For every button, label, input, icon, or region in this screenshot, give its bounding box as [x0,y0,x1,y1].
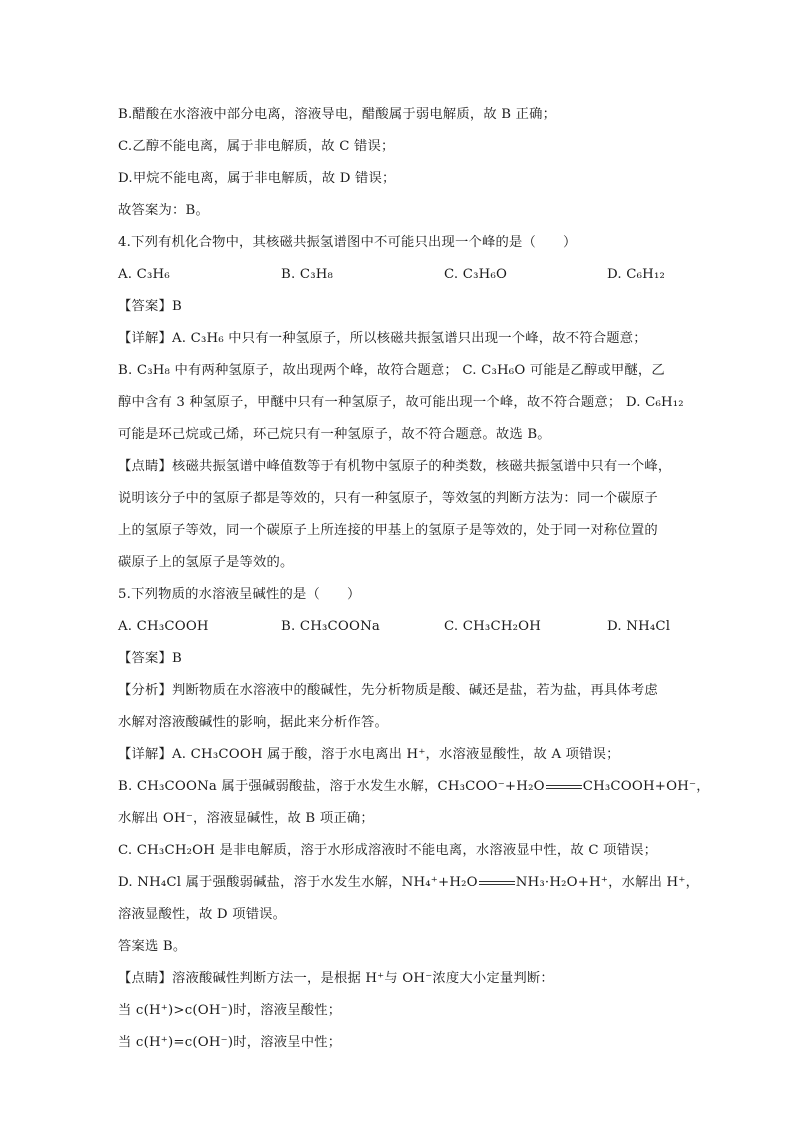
explanation-line [118,867,700,899]
answer-choice: 答案选 B。 [118,939,187,954]
tip-line: 上的氢原子等效，同一个碳原子上所连接的甲基上的氢原子是等效的，处于同一对称位置的 [118,523,658,538]
equilibrium-arrow-icon [479,879,515,887]
equation-right: CH₃COOH+OH⁻， [582,779,710,794]
text-line: B.醋酸在水溶液中部分电离，溶液导电，醋酸属于弱电解质，故 B 正确； [118,107,557,122]
explanation-line: 醇中含有 3 种氢原子，甲醚中只有一种氢原子，故可能出现一个峰，故不符合题意； D. C₆H₁₂ [118,395,684,410]
equilibrium-arrow-icon [546,783,582,791]
question-5: 5.下列物质的水溶液呈碱性的是（ ） [118,587,361,602]
text-line: 故答案为：B。 [118,203,209,218]
option-a: A. C₃H₆ [118,267,170,282]
tip-line: 碳原子上的氢原子是等效的。 [118,555,294,570]
option-c: C. C₃H₆O [444,267,508,282]
explanation-line: 【详解】A. C₃H₆ 中只有一种氢原子，所以核磁共振氢谱只出现一个峰，故不符合题意； [118,331,647,346]
tip-line: 【点睛】核磁共振氢谱中峰值数等于有机物中氢原子的种类数，核磁共振氢谱中只有一个峰， [118,459,672,474]
text-line: C.乙醇不能电离，属于非电解质，故 C 错误； [118,139,395,154]
option-a: A. CH₃COOH [118,619,209,634]
explanation-line: 水解出 OH⁻，溶液显碱性，故 B 项正确； [118,811,374,826]
text-line: D.甲烷不能电离，属于非电解质，故 D 错误； [118,171,396,186]
tip-line: 说明该分子中的氢原子都是等效的，只有一种氢原子，等效氢的判断方法为：同一个碳原子 [118,491,658,506]
question-4: 4.下列有机化合物中，其核磁共振氢谱图中不可能只出现一个峰的是（ ） [118,235,577,250]
explanation-line [118,771,710,803]
explanation-line: 可能是环己烷或己烯，环己烷只有一种氢原子，故不符合题意。故选 B。 [118,427,551,442]
option-b: B. CH₃COONa [281,619,381,634]
explanation-line: C. CH₃CH₂OH 是非电解质，溶于水形成溶液时不能电离，水溶液显中性，故 C 项错误； [118,843,658,858]
option-b: B. C₃H₈ [281,267,334,282]
analysis-line: 水解对溶液酸碱性的影响，据此来分析作答。 [118,715,388,730]
answer: 【答案】B [118,651,182,666]
tip-line: 【点睛】溶液酸碱性判断方法一，是根据 H⁺与 OH⁻浓度大小定量判断： [118,971,554,986]
analysis-line: 【分析】判断物质在水溶液中的酸碱性，先分析物质是酸、碱还是盐，若为盐，再具体考虑 [118,683,658,698]
q4-options [118,259,678,291]
equation-left: D. NH₄Cl 属于强酸弱碱盐，溶于水发生水解，NH₄⁺+H₂O [118,875,478,890]
equation-left: B. CH₃COONa 属于强碱弱酸盐，溶于水发生水解，CH₃COO⁻+H₂O [118,779,545,794]
option-d: D. C₆H₁₂ [607,267,666,282]
tip-line: 当 c(H⁺)>c(OH⁻)时，溶液呈酸性； [118,1003,342,1018]
explanation-line: B. C₃H₈ 中有两种氢原子，故出现两个峰，故符合题意； C. C₃H₆O 可能是乙醇或甲醚，乙 [118,363,665,378]
option-d: D. NH₄Cl [607,619,671,634]
equation-right: NH₃·H₂O+H⁺，水解出 H⁺， [515,875,700,890]
option-c: C. CH₃CH₂OH [444,619,542,634]
document-page [118,99,710,1059]
q5-options [118,611,678,643]
answer: 【答案】B [118,299,182,314]
tip-line: 当 c(H⁺)=c(OH⁻)时，溶液呈中性； [118,1035,342,1050]
explanation-line: 溶液显酸性，故 D 项错误。 [118,907,287,922]
explanation-line: 【详解】A. CH₃COOH 属于酸，溶于水电离出 H⁺，水溶液显酸性，故 A 项错误； [118,747,620,762]
